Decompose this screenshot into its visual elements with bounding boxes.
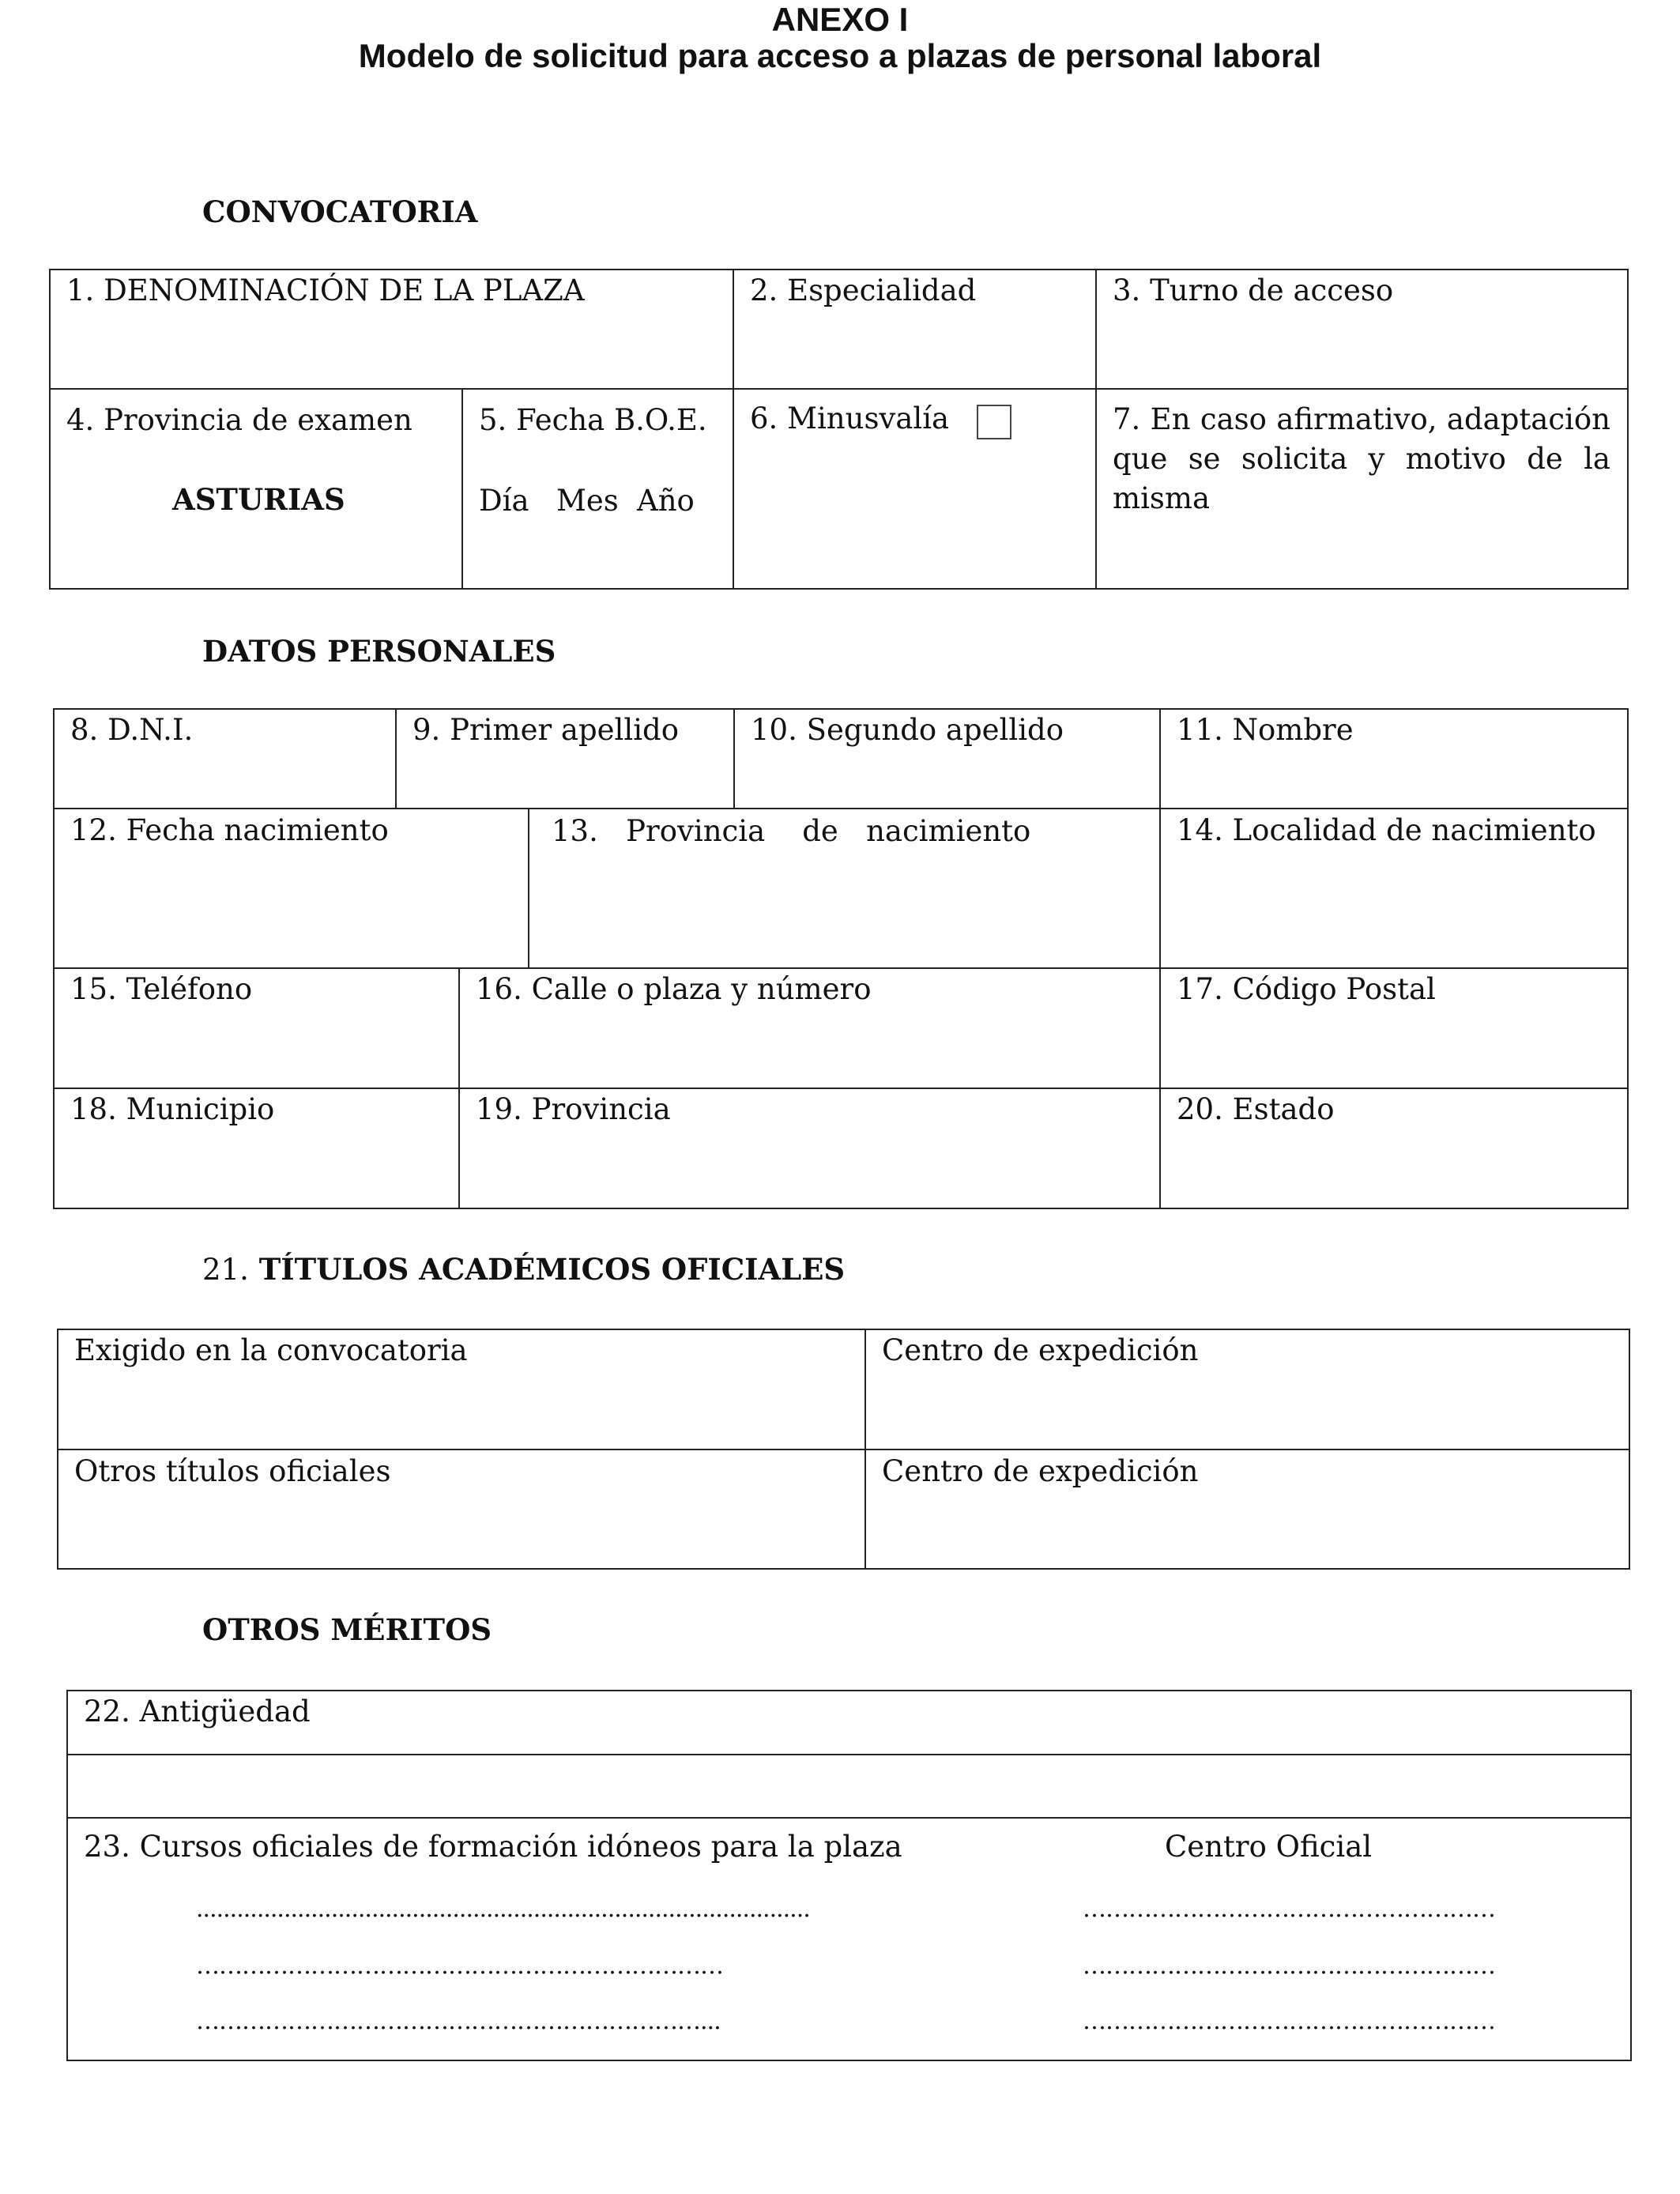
section-otros-meritos-heading: OTROS MÉRITOS [202,1612,492,1647]
field-adaptacion[interactable]: 7. En caso afirmativo, adaptación que se solicita y motivo de la misma [1113,402,1610,515]
minusvalia-checkbox[interactable] [977,405,1011,439]
curso-line-3[interactable]: …………………………………………………………... [196,2007,721,2035]
centro-line-1[interactable]: ……………………………………………… [1083,1895,1495,1923]
field-codigo-postal[interactable]: 17. Código Postal [1177,972,1436,1006]
field-nombre[interactable]: 11. Nombre [1177,713,1354,747]
fecha-boe-anio[interactable]: Año [637,484,695,518]
field-especialidad[interactable]: 2. Especialidad [750,273,977,307]
field-municipio[interactable]: 18. Municipio [70,1092,275,1126]
field-denominacion-plaza[interactable]: 1. DENOMINACIÓN DE LA PLAZA [66,273,585,307]
fecha-boe-mes[interactable]: Mes [556,484,619,518]
centro-line-2[interactable]: ……………………………………………… [1083,1952,1495,1980]
field-telefono[interactable]: 15. Teléfono [70,972,253,1006]
field-segundo-apellido[interactable]: 10. Segundo apellido [751,713,1064,747]
datos-personales-table [53,708,1629,1209]
field-titulo-exigido[interactable]: Exigido en la convocatoria [74,1333,468,1367]
otros-meritos-table [66,1690,1632,2061]
field-cursos-oficiales: 23. Cursos oficiales de formación idóneos para la plaza [84,1830,902,1864]
field-centro-expedicion-1[interactable]: Centro de expedición [882,1333,1199,1367]
fecha-boe-dia[interactable]: Día [479,484,529,518]
field-calle-numero[interactable]: 16. Calle o plaza y número [476,972,872,1006]
field-provincia-examen: 4. Provincia de examen [66,403,412,437]
field-provincia[interactable]: 19. Provincia [476,1092,671,1126]
curso-line-1[interactable]: ........................................................................................... [196,1895,810,1923]
provincia-examen-value: ASTURIAS [172,482,345,517]
curso-line-2[interactable]: …………………………………………………………… [196,1952,723,1980]
field-otros-titulos[interactable]: Otros títulos oficiales [74,1454,391,1488]
field-centro-oficial: Centro Oficial [1165,1830,1373,1864]
section-titulos-heading: 21. TÍTULOS ACADÉMICOS OFICIALES [202,1252,846,1287]
document-title: ANEXO I [771,1,909,38]
field-localidad-nacimiento[interactable]: 14. Localidad de nacimiento [1177,813,1596,847]
document-subtitle: Modelo de solicitud para acceso a plazas de personal laboral [358,37,1322,74]
field-centro-expedicion-2[interactable]: Centro de expedición [882,1454,1199,1488]
field-provincia-nacimiento[interactable]: 13. Provincia de nacimiento [552,814,1031,848]
field-minusvalia: 6. Minusvalía [750,401,950,435]
section-convocatoria-heading: CONVOCATORIA [202,194,478,229]
field-primer-apellido[interactable]: 9. Primer apellido [412,713,680,747]
centro-line-3[interactable]: ……………………………………………… [1083,2007,1495,2035]
field-turno-acceso[interactable]: 3. Turno de acceso [1113,273,1394,307]
field-fecha-nacimiento[interactable]: 12. Fecha nacimiento [70,813,389,847]
field-fecha-boe: 5. Fecha B.O.E. [479,403,707,437]
field-estado[interactable]: 20. Estado [1177,1092,1335,1126]
section-datos-personales-heading: DATOS PERSONALES [202,634,556,669]
field-dni[interactable]: 8. D.N.I. [70,713,194,747]
field-antiguedad[interactable]: 22. Antigüedad [84,1695,311,1728]
